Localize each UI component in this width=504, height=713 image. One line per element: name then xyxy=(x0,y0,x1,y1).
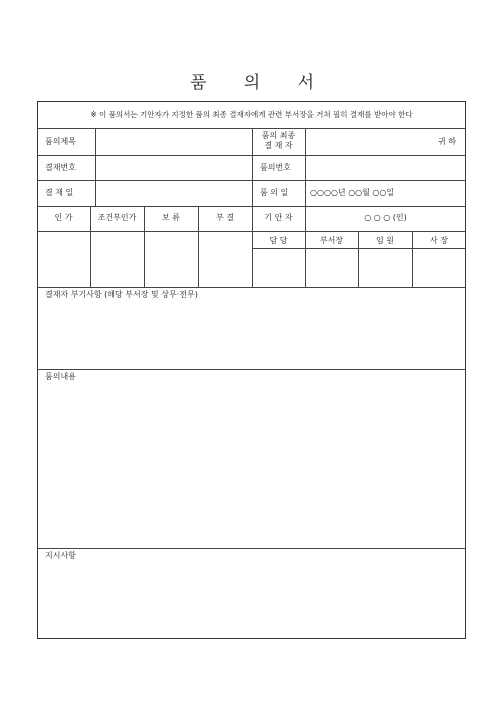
rule xyxy=(37,548,466,549)
approver-note-label: 결재자 부기사항 (해당 부서장 및 상무·전무) xyxy=(45,290,198,299)
drafter-value: ○ ○ ○ (인) xyxy=(364,213,407,222)
proposal-no-label: 품의번호 xyxy=(260,163,291,172)
signoff-staff: 담 당 xyxy=(269,236,288,245)
approve-label: 인 가 xyxy=(54,213,73,222)
final-approver-label-1: 품의 최종 xyxy=(261,131,296,140)
subject-label: 품의제목 xyxy=(45,137,76,146)
document-title: 품 의 서 xyxy=(189,73,331,93)
proposal-date-value: ○○○○년 ○○월 ○○일 xyxy=(310,188,395,197)
rule xyxy=(252,248,466,249)
content-label: 품의내용 xyxy=(45,372,76,381)
signoff-executive: 임 원 xyxy=(376,236,394,245)
final-approver-label-2: 결 재 자 xyxy=(264,141,293,150)
instructions-label: 지시사항 xyxy=(45,551,76,560)
reject-label: 부 결 xyxy=(216,213,234,222)
rule xyxy=(37,369,466,370)
drafter-label: 기 안 자 xyxy=(264,213,293,222)
proposal-date-label: 품 의 일 xyxy=(260,188,289,197)
conditional-label: 조건부인가 xyxy=(97,213,137,222)
addressee-suffix: 귀 하 xyxy=(438,137,456,146)
signoff-dept-head: 부서장 xyxy=(319,236,344,245)
rule xyxy=(37,287,466,288)
rule xyxy=(305,128,306,287)
hold-label: 보 류 xyxy=(162,213,180,222)
notice-text: ※ 이 품의서는 기안자가 지정한 품의 최종 결재자에게 관련 부서장을 거쳐 필히 결재를 받아야 한다 xyxy=(90,110,413,119)
approval-no-label: 결재번호 xyxy=(45,163,76,172)
signoff-president: 사 장 xyxy=(430,236,448,245)
approval-date-label: 결 재 일 xyxy=(45,188,74,197)
